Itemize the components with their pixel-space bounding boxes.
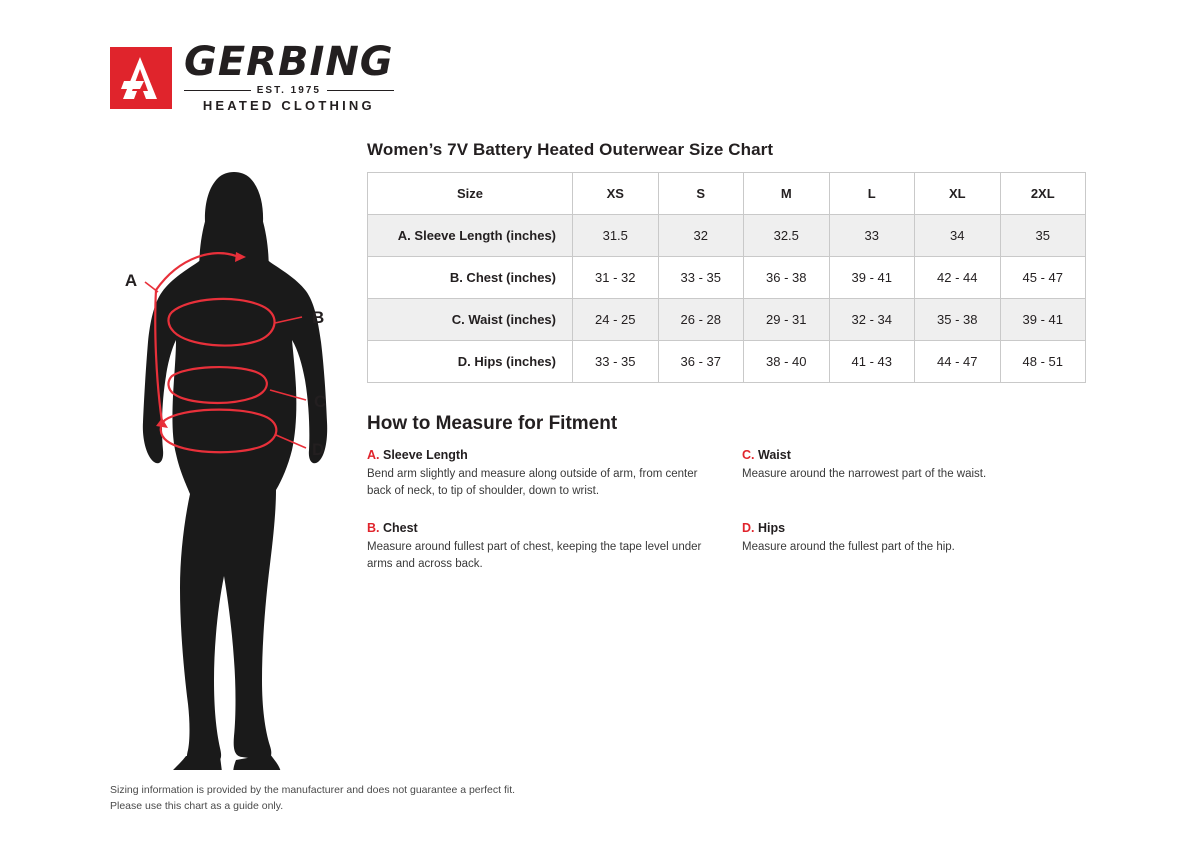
cell-sleeve-xs: 31.5 — [573, 215, 659, 257]
column-header-l: L — [829, 173, 915, 215]
measure-item-chest — [367, 521, 742, 572]
column-header-s: S — [658, 173, 744, 215]
table-row — [368, 215, 1086, 257]
column-header-xs: XS — [573, 173, 659, 215]
page-title: Women’s 7V Battery Heated Outerwear Size Chart — [367, 140, 774, 159]
column-header-2xl: 2XL — [1000, 173, 1086, 215]
measure-item-hips — [742, 521, 1087, 572]
brand-tagline: HEATED CLOTHING — [202, 98, 375, 113]
row-header-waist: C. Waist (inches) — [368, 299, 573, 341]
gerbing-logo-icon — [110, 47, 172, 109]
disclaimer-line-1: Sizing information is provided by the manufacturer and does not guarantee a perfect fit. — [110, 784, 516, 796]
female-silhouette — [143, 172, 327, 770]
brand-established: EST. 1975 — [184, 85, 394, 96]
measure-item-heading — [742, 448, 1087, 462]
measure-item-name: Waist — [757, 448, 791, 462]
brand-name: GERBING — [184, 39, 394, 85]
measure-item-letter: C. — [742, 448, 755, 462]
measure-item-sleeve-length — [367, 448, 742, 499]
table-header-row — [368, 173, 1086, 215]
cell-hips-xs: 33 - 35 — [573, 341, 659, 383]
disclaimer — [110, 783, 515, 815]
measure-item-letter: A. — [367, 448, 380, 462]
cell-hips-2xl: 48 - 51 — [1000, 341, 1086, 383]
measure-item-heading — [367, 521, 742, 535]
diagram-label-c: C — [314, 392, 327, 411]
cell-chest-xs: 31 - 32 — [573, 257, 659, 299]
measure-item-name: Chest — [382, 521, 418, 536]
table-row — [368, 257, 1086, 299]
cell-chest-xl: 42 - 44 — [915, 257, 1001, 299]
measure-item-name: Sleeve Length — [382, 448, 468, 462]
measurement-diagram — [110, 160, 360, 770]
measure-item-waist — [742, 448, 1087, 499]
size-chart-table — [367, 172, 1086, 383]
cell-waist-m: 29 - 31 — [744, 299, 830, 341]
cell-sleeve-s: 32 — [658, 215, 744, 257]
how-to-measure-list — [367, 448, 1087, 573]
measure-item-description: Measure around fullest part of chest, keeping the tape level under arms and across back. — [367, 541, 702, 571]
cell-chest-l: 39 - 41 — [829, 257, 915, 299]
measure-item-description: Measure around the fullest part of the hip. — [742, 541, 955, 554]
cell-chest-s: 33 - 35 — [658, 257, 744, 299]
column-header-m: M — [744, 173, 830, 215]
how-to-measure-title: How to Measure for Fitment — [367, 413, 618, 434]
cell-hips-xl: 44 - 47 — [915, 341, 1001, 383]
diagram-label-b: B — [312, 308, 325, 327]
measure-item-description: Measure around the narrowest part of the waist. — [742, 468, 987, 480]
row-header-chest: B. Chest (inches) — [368, 257, 573, 299]
measure-item-letter: B. — [367, 521, 380, 536]
cell-waist-s: 26 - 28 — [658, 299, 744, 341]
measure-item-description: Bend arm slightly and measure along outside of arm, from center back of neck, to tip of shoulder, down to wrist. — [367, 468, 698, 497]
diagram-label-d: D — [312, 440, 325, 459]
column-header-xl: XL — [915, 173, 1001, 215]
table-row — [368, 341, 1086, 383]
cell-waist-xl: 35 - 38 — [915, 299, 1001, 341]
measure-item-heading — [742, 521, 1087, 535]
cell-waist-xs: 24 - 25 — [573, 299, 659, 341]
cell-chest-2xl: 45 - 47 — [1000, 257, 1086, 299]
brand-logo — [110, 39, 394, 113]
measure-item-name: Hips — [757, 521, 786, 536]
cell-sleeve-l: 33 — [829, 215, 915, 257]
cell-waist-2xl: 39 - 41 — [1000, 299, 1086, 341]
cell-chest-m: 36 - 38 — [744, 257, 830, 299]
cell-hips-s: 36 - 37 — [658, 341, 744, 383]
cell-sleeve-2xl: 35 — [1000, 215, 1086, 257]
measure-item-letter: D. — [742, 521, 755, 536]
cell-hips-l: 41 - 43 — [829, 341, 915, 383]
diagram-label-a: A — [124, 271, 138, 290]
measure-item-heading — [367, 448, 742, 462]
brand-wordmark — [184, 39, 394, 113]
column-header-size: Size — [368, 173, 573, 215]
table-row — [368, 299, 1086, 341]
cell-waist-l: 32 - 34 — [829, 299, 915, 341]
row-header-hips: D. Hips (inches) — [368, 341, 573, 383]
cell-hips-m: 38 - 40 — [744, 341, 830, 383]
row-header-sleeve-length: A. Sleeve Length (inches) — [368, 215, 573, 257]
disclaimer-line-2: Please use this chart as a guide only. — [110, 799, 284, 812]
cell-sleeve-xl: 34 — [915, 215, 1001, 257]
cell-sleeve-m: 32.5 — [744, 215, 830, 257]
